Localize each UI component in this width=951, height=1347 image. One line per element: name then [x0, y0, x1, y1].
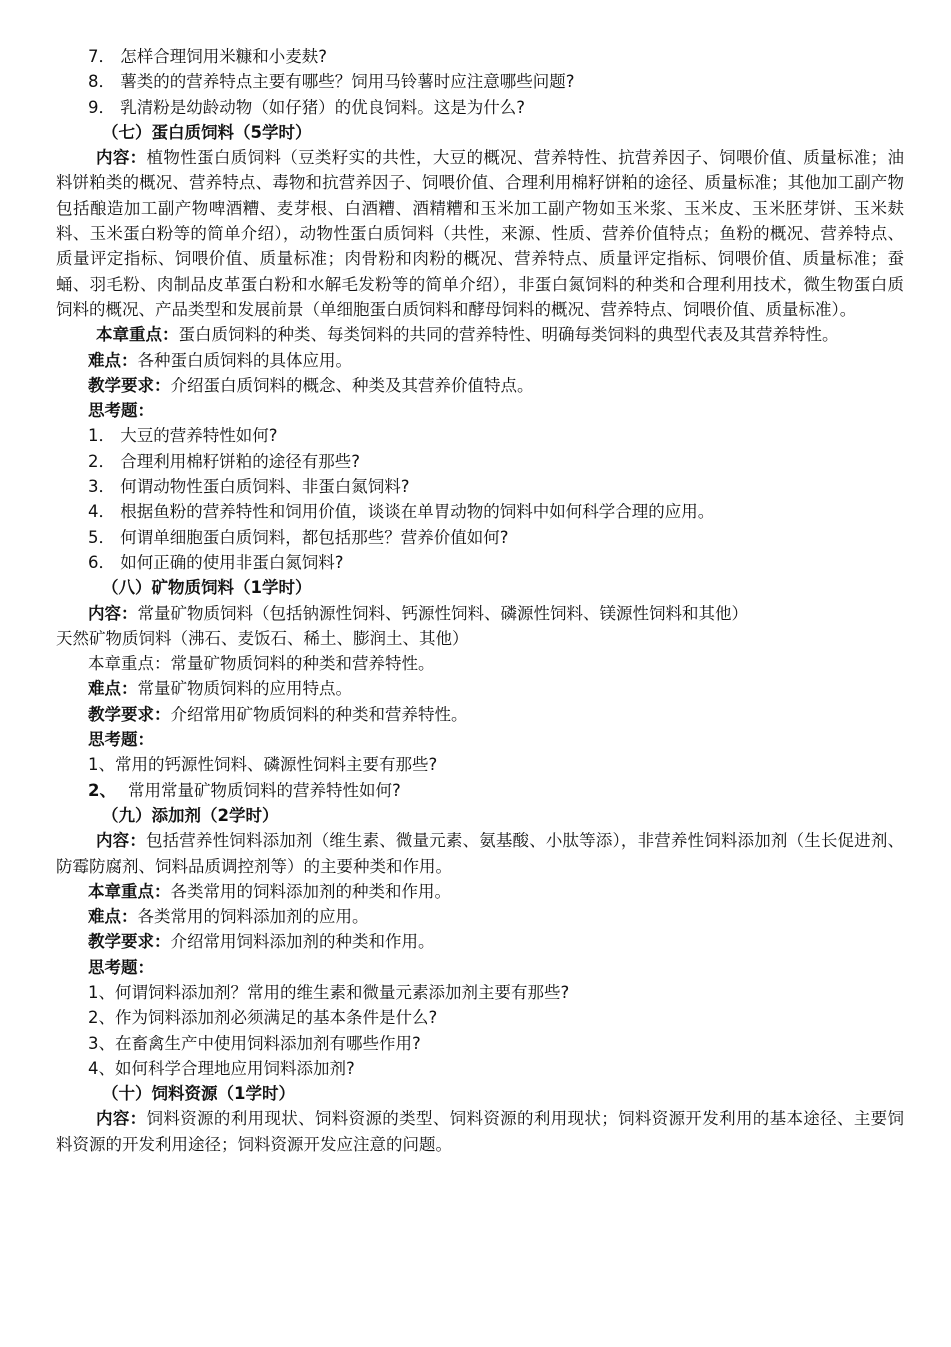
section-9-difficulty	[56, 904, 904, 929]
question-item: 6． 如何正确的使用非蛋白氮饲料?	[88, 552, 344, 572]
section-title-7: （七）蛋白质饲料（5学时）	[102, 122, 312, 142]
content-label: 内容：	[88, 603, 138, 623]
content-text: 常量矿物质饲料（包括钠源性饲料、钙源性饲料、磷源性饲料、镁源性饲料和其他）	[137, 603, 748, 623]
content-text: 饲料资源的利用现状、饲料资源的类型、饲料资源的利用现状；饲料资源开发利用的基本途径、主要饲料资源的开发利用途径；饲料资源开发应注意的问题。	[56, 1109, 905, 1154]
section-8-content-line1	[56, 601, 904, 626]
difficult-label: 难点：	[88, 907, 138, 927]
teach-label: 教学要求：	[88, 932, 171, 952]
section-9-questions-label: 思考题：	[88, 957, 154, 977]
question-number: 2、	[88, 780, 116, 800]
question-item: 1． 大豆的营养特性如何?	[88, 426, 278, 446]
question-text: 常用常量矿物质饲料的营养特性如何?	[128, 780, 401, 800]
section-7-teaching	[56, 373, 904, 398]
question-item	[56, 778, 904, 803]
section-title-9: （九）添加剂（2学时）	[102, 805, 279, 825]
content-label: 内容：	[96, 831, 146, 851]
document-page	[56, 44, 904, 1157]
section-10-content	[56, 1106, 904, 1157]
question-item: 1、何谓饲料添加剂？常用的维生素和微量元素添加剂主要有那些?	[88, 982, 570, 1002]
teach-text: 介绍常用矿物质饲料的种类和营养特性。	[170, 704, 468, 724]
key-label: 本章重点：	[88, 881, 171, 901]
section-7-difficulty	[56, 348, 904, 373]
section-title-8: （八）矿物质饲料（1学时）	[102, 578, 312, 598]
question-item: 3、在畜禽生产中使用饲料添加剂有哪些作用?	[88, 1033, 421, 1053]
key-text: 蛋白质饲料的种类、每类饲料的共同的营养特性、明确每类饲料的典型代表及其营养特性。	[178, 325, 839, 345]
question-item: 7． 怎样合理饲用米糠和小麦麸?	[88, 47, 328, 66]
section-8-key-points: 本章重点：常量矿物质饲料的种类和营养特性。	[88, 654, 435, 674]
section-7-key-points	[56, 322, 904, 347]
question-item: 4． 根据鱼粉的营养特性和饲用价值，谈谈在单胃动物的饲料中如何科学合理的应用。	[88, 502, 715, 522]
question-item: 4、如何科学合理地应用饲料添加剂?	[88, 1058, 355, 1078]
difficult-text: 常量矿物质饲料的应用特点。	[137, 679, 352, 699]
content-label: 内容：	[96, 148, 147, 168]
question-item: 2． 合理利用棉籽饼粕的途径有那些?	[88, 451, 361, 471]
question-item: 2、作为饲料添加剂必须满足的基本条件是什么?	[88, 1008, 438, 1028]
section-9-content	[56, 828, 904, 879]
section-8-content-line2: 天然矿物质饲料（沸石、麦饭石、稀土、膨润土、其他）	[56, 628, 469, 648]
question-item: 3． 何谓动物性蛋白质饲料、非蛋白氮饲料?	[88, 477, 410, 497]
content-text: 包括营养性饲料添加剂（维生素、微量元素、氨基酸、小肽等添），非营养性饲料添加剂（生长促进剂、防霉防腐剂、饲料品质调控剂等）的主要种类和作用。	[56, 831, 904, 876]
section-7-content	[56, 145, 904, 322]
question-item: 8． 薯类的的营养特点主要有哪些？饲用马铃薯时应注意哪些问题?	[88, 72, 575, 92]
key-text: 各类常用的饲料添加剂的种类和作用。	[170, 881, 451, 901]
section-8-teaching	[56, 702, 904, 727]
key-label: 本章重点：	[96, 325, 179, 345]
difficult-label: 难点：	[88, 679, 138, 699]
teach-label: 教学要求：	[88, 375, 171, 395]
question-item: 5． 何谓单细胞蛋白质饲料，都包括那些？营养价值如何?	[88, 527, 509, 547]
teach-label: 教学要求：	[88, 704, 171, 724]
section-8-questions-label: 思考题：	[88, 730, 154, 750]
content-text: 植物性蛋白质饲料（豆类籽实的共性，大豆的概况、营养特性、抗营养因子、饲喂价值、质量标准；油料饼粕类的概况、营养特点、毒物和抗营养因子、饲喂价值、合理利用棉籽饼粕的途径、质量标准；其他加工副产物包括酿造加工副产物啤酒糟、麦芽根、白酒糟、酒精糟和玉米加工副产物如玉米浆、玉米皮、玉米胚芽饼、玉米麸料、玉米蛋白粉等的简单介绍），动物性蛋白质饲料（共性，来源、性质、营养价值特点；鱼粉的概况、营养特点、质量评定指标、饲喂价值、质量标准；肉骨粉和肉粉的概况、营养特点、质量评定指标、饲喂价值、质量标准；蚕蛹、羽毛粉、肉制品皮革蛋白粉和水解毛发粉等的简单介绍），非蛋白氮饲料的种类和合理利用技术，微生物蛋白质饲料的概况、产品类型和发展前景（单细胞蛋白质饲料和酵母饲料的概况、营养特点、饲喂价值、质量标准）。	[56, 148, 905, 319]
difficult-label: 难点：	[88, 350, 138, 370]
section-7-questions-label: 思考题：	[88, 401, 154, 421]
section-8-difficulty	[56, 676, 904, 701]
teach-text: 介绍常用饲料添加剂的种类和作用。	[170, 932, 435, 952]
section-title-10: （十）饲料资源（1学时）	[102, 1084, 295, 1104]
section-9-key-points	[56, 879, 904, 904]
question-item: 9． 乳清粉是幼龄动物（如仔猪）的优良饲料。这是为什么?	[88, 97, 526, 117]
content-label: 内容：	[96, 1109, 147, 1129]
difficult-text: 各种蛋白质饲料的具体应用。	[137, 350, 352, 370]
question-item: 1、常用的钙源性饲料、磷源性饲料主要有那些?	[88, 755, 438, 775]
teach-text: 介绍蛋白质饲料的概念、种类及其营养价值特点。	[170, 375, 534, 395]
section-9-teaching	[56, 929, 904, 954]
difficult-text: 各类常用的饲料添加剂的应用。	[137, 907, 369, 927]
